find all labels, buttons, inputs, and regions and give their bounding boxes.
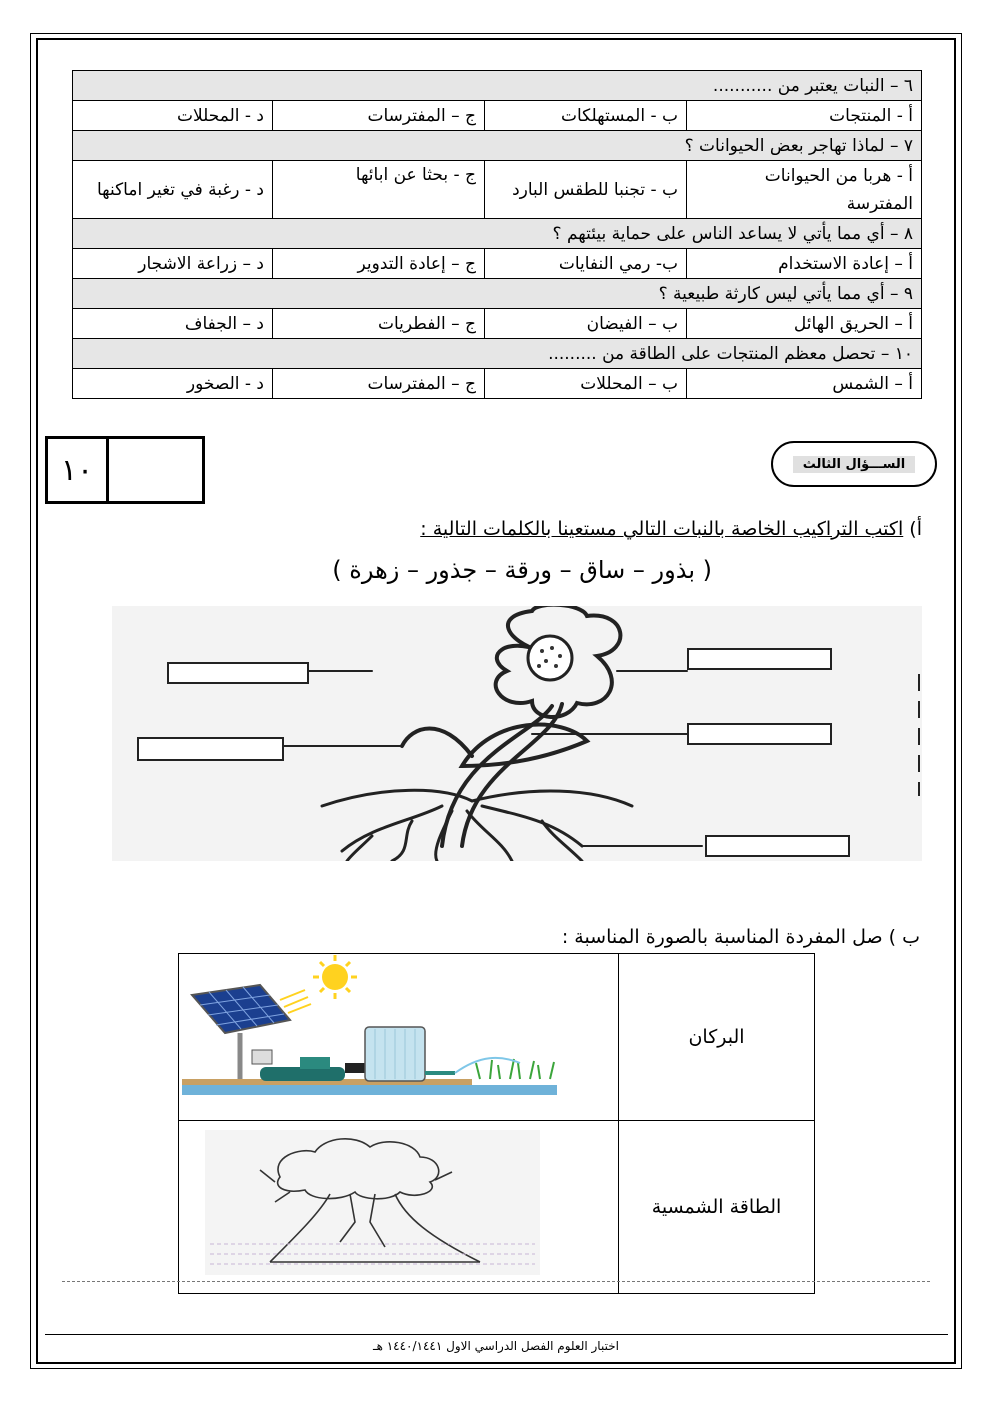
solar-pump-image bbox=[180, 955, 617, 1115]
part-a-text: اكتب التراكيب الخاصة بالنبات التالي مستعينا بالكلمات التالية : bbox=[420, 518, 904, 540]
part-b-instruction: ب ) صل المفردة المناسبة بالصورة المناسبة : bbox=[561, 926, 920, 948]
sun-icon bbox=[280, 955, 357, 1013]
option-8a: أ – إعادة الاستخدام bbox=[687, 249, 922, 279]
word-cell-volcano[interactable] bbox=[619, 954, 815, 1121]
word-volcano: البركان bbox=[688, 1026, 745, 1048]
option-9b: ب – الفيضان bbox=[485, 309, 687, 339]
word-solar: الطاقة الشمسية bbox=[651, 1196, 782, 1218]
option-8c: ج – إعادة التدوير bbox=[273, 249, 485, 279]
option-10c: ج – المفترسات bbox=[273, 369, 485, 399]
option-9a: أ – الحريق الهائل bbox=[687, 309, 922, 339]
footer-text: اختبار العلوم الفصل الدراسي الاول ١٤٤٠/١٤٤١ هـ bbox=[373, 1339, 619, 1353]
water-tank-icon bbox=[365, 1027, 455, 1081]
option-8b: ب- رمي النفايات bbox=[485, 249, 687, 279]
question-6: ٦ – النبات يعتبر من ........... bbox=[73, 71, 922, 101]
option-10b: ب – المحللات bbox=[485, 369, 687, 399]
option-6d: د - المحللات bbox=[73, 101, 273, 131]
question-7: ٧ – لماذا تهاجر بعض الحيوانات ؟ bbox=[73, 131, 922, 161]
score-blank[interactable] bbox=[109, 439, 202, 501]
label-box-1 bbox=[168, 663, 308, 683]
section3-title: الســـؤال الثالث bbox=[793, 456, 915, 473]
label-box-3 bbox=[688, 649, 831, 669]
question-8: ٨ – أي مما يأتي لا يساعد الناس على حماية بيئتهم ؟ bbox=[73, 219, 922, 249]
option-10a: أ – الشمس bbox=[687, 369, 922, 399]
question-10: ١٠ – تحصل معظم المنتجات على الطاقة من ......... bbox=[73, 339, 922, 369]
option-6a: أ - المنتجات bbox=[687, 101, 922, 131]
word-bank: ( بذور – ساق – ورقة – جذور – زهرة ) bbox=[332, 556, 712, 584]
divider-dashed bbox=[62, 1281, 930, 1282]
flower-center bbox=[528, 636, 572, 680]
score-box bbox=[45, 436, 205, 504]
question-9: ٩ – أي مما يأتي ليس كارثة طبيعية ؟ bbox=[73, 279, 922, 309]
roots bbox=[342, 806, 582, 861]
volcano-image bbox=[180, 1122, 617, 1288]
solar-image-cell[interactable] bbox=[179, 954, 619, 1121]
footer-divider bbox=[45, 1334, 948, 1335]
label-box-2 bbox=[138, 738, 283, 760]
option-8d: د – زراعة الاشجار bbox=[73, 249, 273, 279]
option-7d: د - رغبة في تغير اماكنها bbox=[73, 161, 273, 219]
pump-icon bbox=[260, 1057, 365, 1081]
option-9c: ج – الفطريات bbox=[273, 309, 485, 339]
solar-panel-icon bbox=[192, 985, 290, 1079]
part-a-instruction bbox=[420, 518, 922, 540]
option-10d: د - الصخور bbox=[73, 369, 273, 399]
label-box-5 bbox=[706, 836, 849, 856]
option-9d: د – الجفاف bbox=[73, 309, 273, 339]
matching-table bbox=[178, 953, 815, 1294]
score-max: ١٠ bbox=[48, 439, 109, 501]
mcq-table bbox=[72, 70, 922, 399]
option-6b: ب - المستهلكات bbox=[485, 101, 687, 131]
option-6c: ج – المفترسات bbox=[273, 101, 485, 131]
word-cell-solar[interactable] bbox=[619, 1121, 815, 1294]
option-7b: ب - تجنبا للطقس البارد bbox=[485, 161, 687, 219]
label-box-4 bbox=[688, 724, 831, 744]
option-7a: أ - هربا من الحيوانات المفترسة bbox=[687, 161, 922, 219]
plant-drawing bbox=[112, 606, 922, 861]
plant-diagram bbox=[112, 606, 922, 861]
option-7c: ج - بحثا عن ابائها bbox=[273, 161, 485, 219]
part-a-label: أ) bbox=[909, 518, 922, 540]
section3-title-badge bbox=[771, 441, 937, 487]
volcano-image-cell[interactable] bbox=[179, 1121, 619, 1294]
